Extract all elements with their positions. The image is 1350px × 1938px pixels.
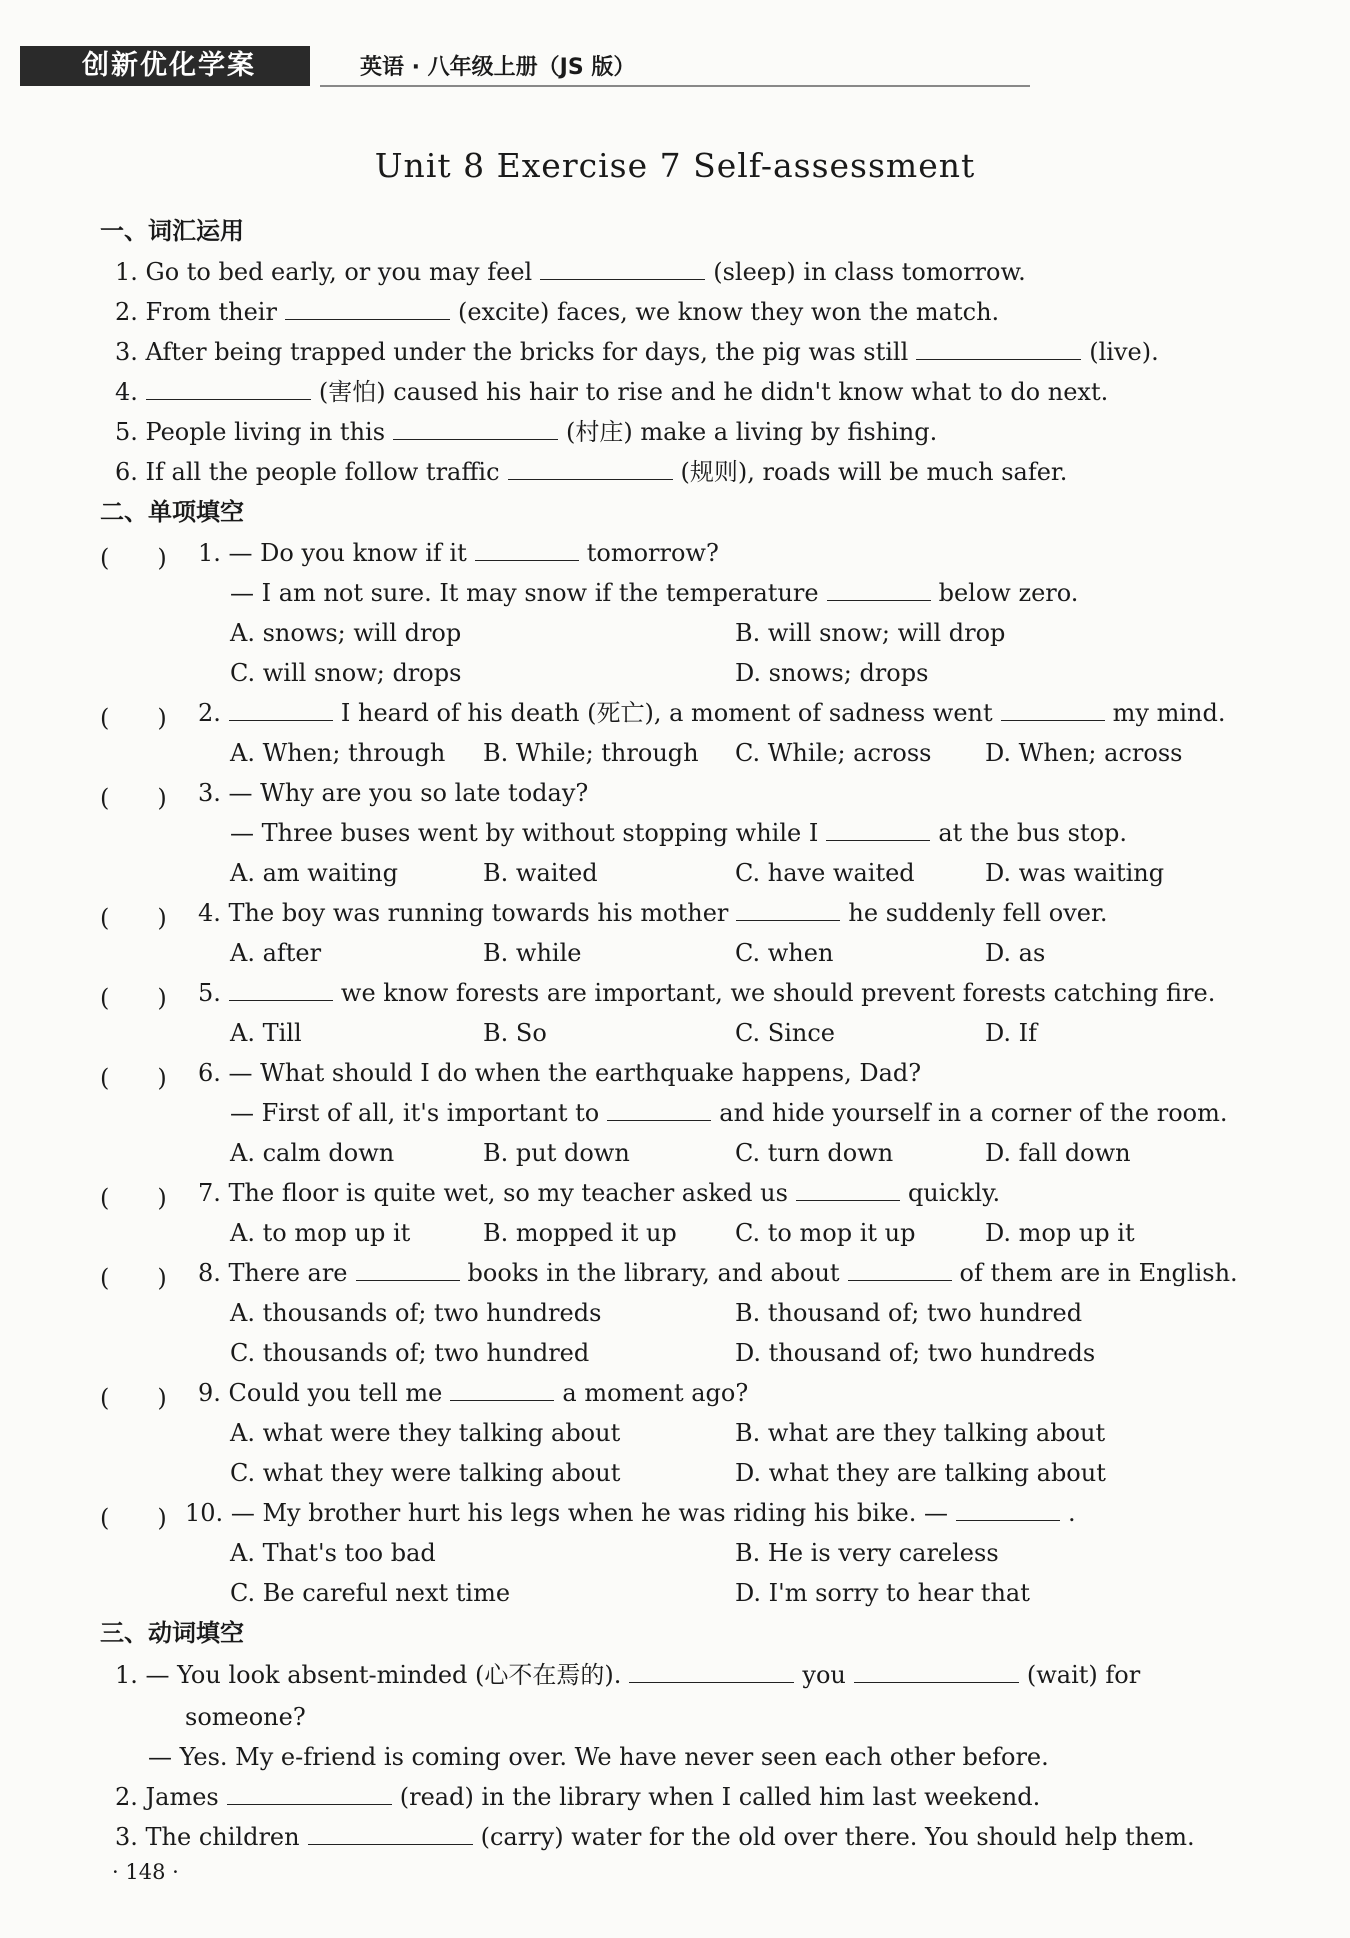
option-d[interactable]: D. I'm sorry to hear that: [735, 1579, 1030, 1607]
option-b[interactable]: B. So: [483, 1019, 547, 1047]
answer-blank[interactable]: [916, 337, 1081, 360]
s2-question-6: 6. — What should I do when the earthquake happens, Dad?: [198, 1059, 922, 1087]
option-c[interactable]: C. Since: [735, 1019, 835, 1047]
answer-blank[interactable]: [508, 457, 673, 480]
answer-blank[interactable]: [827, 578, 931, 601]
s3-question-3: 3. The children (carry) water for the old over there. You should help them.: [115, 1823, 1195, 1851]
option-c[interactable]: C. what they were talking about: [230, 1459, 621, 1487]
option-b[interactable]: B. waited: [483, 859, 598, 887]
header-rule: [320, 85, 1030, 87]
s3-question-1: 1. — You look absent-minded (心不在焉的). you (wait) for: [115, 1661, 1141, 1689]
answer-paren[interactable]: ( ): [100, 544, 167, 572]
option-a[interactable]: A. am waiting: [230, 859, 398, 887]
page-header: [20, 46, 1020, 86]
s1-question-2: 2. From their (excite) faces, we know they won the match.: [115, 298, 1000, 326]
answer-blank[interactable]: [356, 1258, 460, 1281]
option-d[interactable]: D. snows; drops: [735, 659, 929, 687]
option-b[interactable]: B. mopped it up: [483, 1219, 677, 1247]
option-d[interactable]: D. thousand of; two hundreds: [735, 1339, 1096, 1367]
answer-paren[interactable]: ( ): [100, 1264, 167, 1292]
answer-blank[interactable]: [796, 1178, 900, 1201]
s2-question-7: 7. The floor is quite wet, so my teacher asked us quickly.: [198, 1179, 1001, 1207]
option-d[interactable]: D. what they are talking about: [735, 1459, 1106, 1487]
answer-blank[interactable]: [826, 818, 930, 841]
answer-paren[interactable]: ( ): [100, 1504, 167, 1532]
section-heading-2: 二、单项填空: [100, 498, 244, 526]
option-a[interactable]: A. Till: [230, 1019, 302, 1047]
s1-question-6: 6. If all the people follow traffic (规则), roads will be much safer.: [115, 458, 1068, 486]
page-number: · 148 ·: [112, 1860, 179, 1884]
answer-blank[interactable]: [629, 1660, 794, 1683]
option-a[interactable]: A. what were they talking about: [230, 1419, 621, 1447]
s1-question-3: 3. After being trapped under the bricks for days, the pig was still (live).: [115, 338, 1159, 366]
option-b[interactable]: B. will snow; will drop: [735, 619, 1006, 647]
option-a[interactable]: A. That's too bad: [230, 1539, 436, 1567]
option-d[interactable]: D. When; across: [985, 739, 1183, 767]
s2-question-3: 3. — Why are you so late today?: [198, 779, 589, 807]
answer-blank[interactable]: [285, 297, 450, 320]
page-title: Unit 8 Exercise 7 Self-assessment: [374, 146, 976, 185]
option-d[interactable]: D. If: [985, 1019, 1038, 1047]
answer-paren[interactable]: ( ): [100, 904, 167, 932]
answer-blank[interactable]: [475, 538, 579, 561]
option-b[interactable]: B. while: [483, 939, 582, 967]
answer-paren[interactable]: ( ): [100, 1064, 167, 1092]
s2-question-10: 10. — My brother hurt his legs when he was riding his bike. — .: [185, 1499, 1076, 1527]
answer-blank[interactable]: [848, 1258, 952, 1281]
s2-question-8: 8. There are books in the library, and about of them are in English.: [198, 1259, 1238, 1287]
answer-blank[interactable]: [956, 1498, 1060, 1521]
option-c[interactable]: C. have waited: [735, 859, 915, 887]
option-c[interactable]: C. will snow; drops: [230, 659, 462, 687]
option-b[interactable]: B. He is very careless: [735, 1539, 999, 1567]
option-c[interactable]: C. thousands of; two hundred: [230, 1339, 590, 1367]
s3-question-2: 2. James (read) in the library when I called him last weekend.: [115, 1783, 1041, 1811]
header-subject: 英语 · 八年级上册（JS 版）: [360, 55, 636, 80]
option-d[interactable]: D. fall down: [985, 1139, 1131, 1167]
option-d[interactable]: D. as: [985, 939, 1046, 967]
option-c[interactable]: C. to mop it up: [735, 1219, 916, 1247]
option-b[interactable]: B. put down: [483, 1139, 630, 1167]
answer-blank[interactable]: [854, 1660, 1019, 1683]
option-d[interactable]: D. was waiting: [985, 859, 1165, 887]
option-c[interactable]: C. While; across: [735, 739, 932, 767]
answer-paren[interactable]: ( ): [100, 1184, 167, 1212]
s2-question-6-reply: — First of all, it's important to and hide yourself in a corner of the room.: [230, 1099, 1228, 1127]
option-a[interactable]: A. thousands of; two hundreds: [230, 1299, 602, 1327]
answer-blank[interactable]: [540, 257, 705, 280]
section-heading-1: 一、词汇运用: [100, 217, 244, 245]
option-a[interactable]: A. When; through: [230, 739, 446, 767]
option-b[interactable]: B. While; through: [483, 739, 699, 767]
answer-blank[interactable]: [229, 978, 333, 1001]
answer-paren[interactable]: ( ): [100, 1384, 167, 1412]
s3-question-1-cont: someone?: [185, 1703, 306, 1731]
s2-question-1-reply: — I am not sure. It may snow if the temperature below zero.: [230, 579, 1079, 607]
s1-question-5: 5. People living in this (村庄) make a living by fishing.: [115, 418, 938, 446]
option-a[interactable]: A. after: [230, 939, 322, 967]
s2-question-3-reply: — Three buses went by without stopping while I at the bus stop.: [230, 819, 1128, 847]
answer-blank[interactable]: [607, 1098, 711, 1121]
answer-blank[interactable]: [229, 698, 333, 721]
s1-question-4: 4. (害怕) caused his hair to rise and he didn't know what to do next.: [115, 378, 1109, 406]
answer-paren[interactable]: ( ): [100, 984, 167, 1012]
answer-blank[interactable]: [1001, 698, 1105, 721]
answer-blank[interactable]: [146, 377, 311, 400]
s2-question-2: 2. I heard of his death (死亡), a moment of sadness went my mind.: [198, 699, 1226, 727]
answer-paren[interactable]: ( ): [100, 704, 167, 732]
option-d[interactable]: D. mop up it: [985, 1219, 1135, 1247]
s3-question-1-reply: — Yes. My e-friend is coming over. We have never seen each other before.: [148, 1743, 1049, 1771]
s2-question-5: 5. we know forests are important, we should prevent forests catching fire.: [198, 979, 1216, 1007]
option-c[interactable]: C. when: [735, 939, 834, 967]
option-b[interactable]: B. thousand of; two hundred: [735, 1299, 1083, 1327]
brand-logo: 创新优化学案: [20, 46, 310, 86]
option-b[interactable]: B. what are they talking about: [735, 1419, 1106, 1447]
answer-blank[interactable]: [308, 1822, 473, 1845]
s2-question-9: 9. Could you tell me a moment ago?: [198, 1379, 749, 1407]
answer-blank[interactable]: [736, 898, 840, 921]
answer-blank[interactable]: [227, 1782, 392, 1805]
option-c[interactable]: C. Be careful next time: [230, 1579, 511, 1607]
s1-question-1: 1. Go to bed early, or you may feel (sleep) in class tomorrow.: [115, 258, 1026, 286]
s2-question-4: 4. The boy was running towards his mother he suddenly fell over.: [198, 899, 1108, 927]
option-a[interactable]: A. snows; will drop: [230, 619, 462, 647]
option-c[interactable]: C. turn down: [735, 1139, 894, 1167]
section-heading-3: 三、动词填空: [100, 1619, 244, 1647]
option-a[interactable]: A. calm down: [230, 1139, 395, 1167]
option-a[interactable]: A. to mop up it: [230, 1219, 411, 1247]
answer-blank[interactable]: [450, 1378, 554, 1401]
answer-blank[interactable]: [393, 417, 558, 440]
s2-question-1: 1. — Do you know if it tomorrow?: [198, 539, 719, 567]
answer-paren[interactable]: ( ): [100, 784, 167, 812]
